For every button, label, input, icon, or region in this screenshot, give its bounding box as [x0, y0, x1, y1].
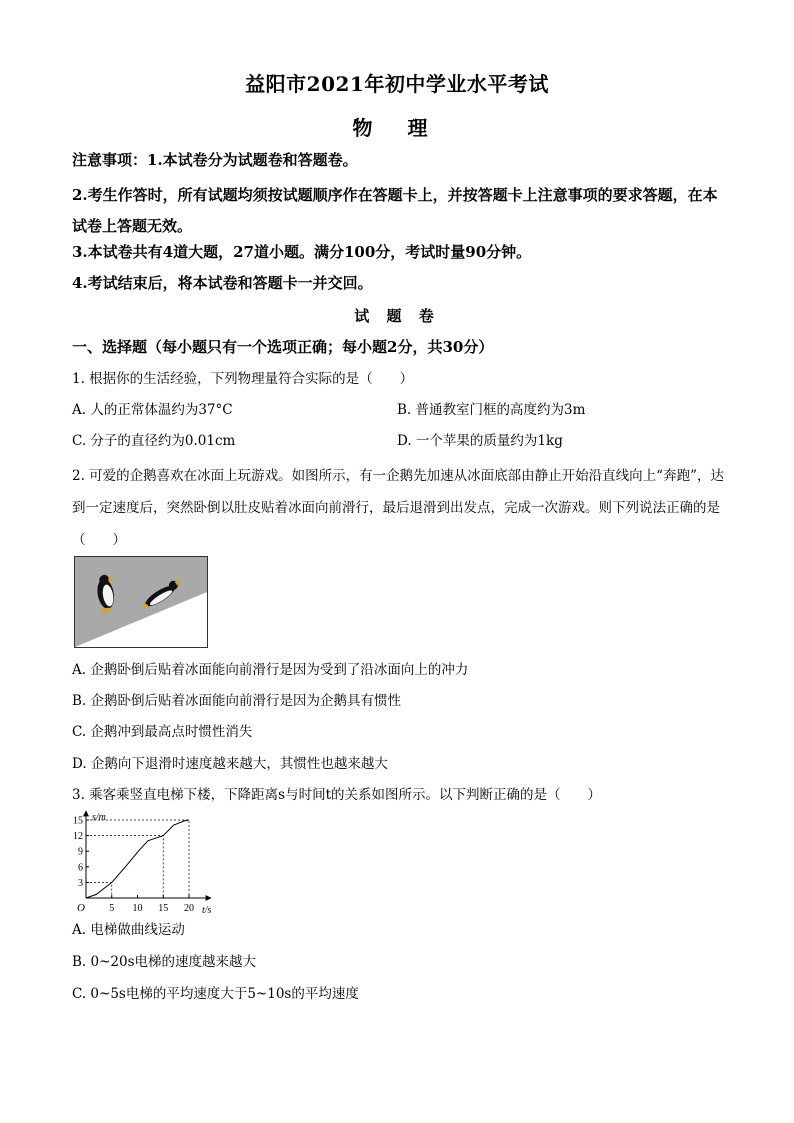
x-axis-label: t/s	[202, 905, 212, 916]
paper-label: 试 题 卷	[354, 307, 440, 325]
exam-title: 益阳市2021年初中学业水平考试	[245, 72, 549, 96]
question-1-option-a: A. 人的正常体温约为37°C	[72, 402, 233, 418]
series-line	[86, 820, 189, 898]
question-1-stem: 1. 根据你的生活经验，下列物理量符合实际的是（ ）	[72, 371, 414, 387]
distance-time-graph	[66, 808, 226, 920]
question-2-option-d: D. 企鹅向下退滑时速度越来越大，其惯性也越来越大	[72, 756, 388, 772]
guide-dashed-line	[86, 836, 163, 898]
y-tick-label: 12	[73, 831, 83, 843]
penguin-figure	[74, 556, 208, 648]
section-heading: 一、选择题（每小题只有一个选项正确；每小题2分，共30分）	[72, 338, 494, 356]
y-tick-label: 6	[78, 862, 83, 874]
question-1-option-c: C. 分子的直径约为0.01cm	[72, 433, 236, 449]
y-tick-label: 9	[78, 846, 83, 858]
notice-line-4: 4.考试结束后，将本试卷和答题卡一并交回。	[72, 274, 373, 292]
origin-label: O	[77, 902, 85, 914]
question-3-option-a: A. 电梯做曲线运动	[72, 922, 185, 938]
x-tick-label: 5	[109, 903, 115, 914]
x-tick-label: 15	[158, 903, 169, 914]
x-tick-label: 20	[184, 903, 194, 914]
guide-dashed-line	[86, 820, 189, 898]
y-axis-label: s/m	[92, 812, 106, 823]
notice-line-3: 3.本试卷共有4道大题，27道小题。满分100分，考试时量90分钟。	[72, 243, 532, 261]
question-3-option-b: B. 0~20s电梯的速度越来越大	[72, 954, 257, 970]
guide-dashed-line	[86, 882, 112, 898]
x-tick-label: 10	[132, 903, 143, 914]
question-3-option-c: C. 0~5s电梯的平均速度大于5~10s的平均速度	[72, 986, 359, 1002]
question-2-option-c: C. 企鹅冲到最高点时惯性消失	[72, 724, 253, 740]
question-2-option-a: A. 企鹅卧倒后贴着冰面能向前滑行是因为受到了沿冰面向上的冲力	[72, 662, 469, 678]
notice-line-1: 注意事项：1.本试卷分为试题卷和答题卷。	[72, 151, 358, 169]
question-1-option-d: D. 一个苹果的质量约为1kg	[397, 433, 563, 449]
question-2-stem: 2. 可爱的企鹅喜欢在冰面上玩游戏。如图所示，有一企鹅先加速从冰面底部由静止开始沿直线向上“奔跑”，达到一定速度后，突然卧倒以肚皮贴着冰面向前滑行，最后退滑到出发点，完成一次游戏。则下列说法正确的是（ ）	[72, 468, 724, 548]
question-1-option-b: B. 普通教室门框的高度约为3m	[397, 402, 586, 418]
y-tick-label: 3	[78, 877, 83, 889]
question-2-option-b: B. 企鹅卧倒后贴着冰面能向前滑行是因为企鹅具有惯性	[72, 693, 402, 709]
subject-title: 物 理	[352, 116, 442, 140]
question-3-stem: 3. 乘客乘竖直电梯下楼，下降距离s与时间t的关系如图所示。以下判断正确的是（ ）	[72, 787, 602, 803]
notice-line-2: 2.考生作答时，所有试题均须按试题顺序作在答题卡上，并按答题卡上注意事项的要求答题，在本试卷上答题无效。	[72, 186, 718, 235]
y-tick-label: 15	[73, 815, 83, 827]
